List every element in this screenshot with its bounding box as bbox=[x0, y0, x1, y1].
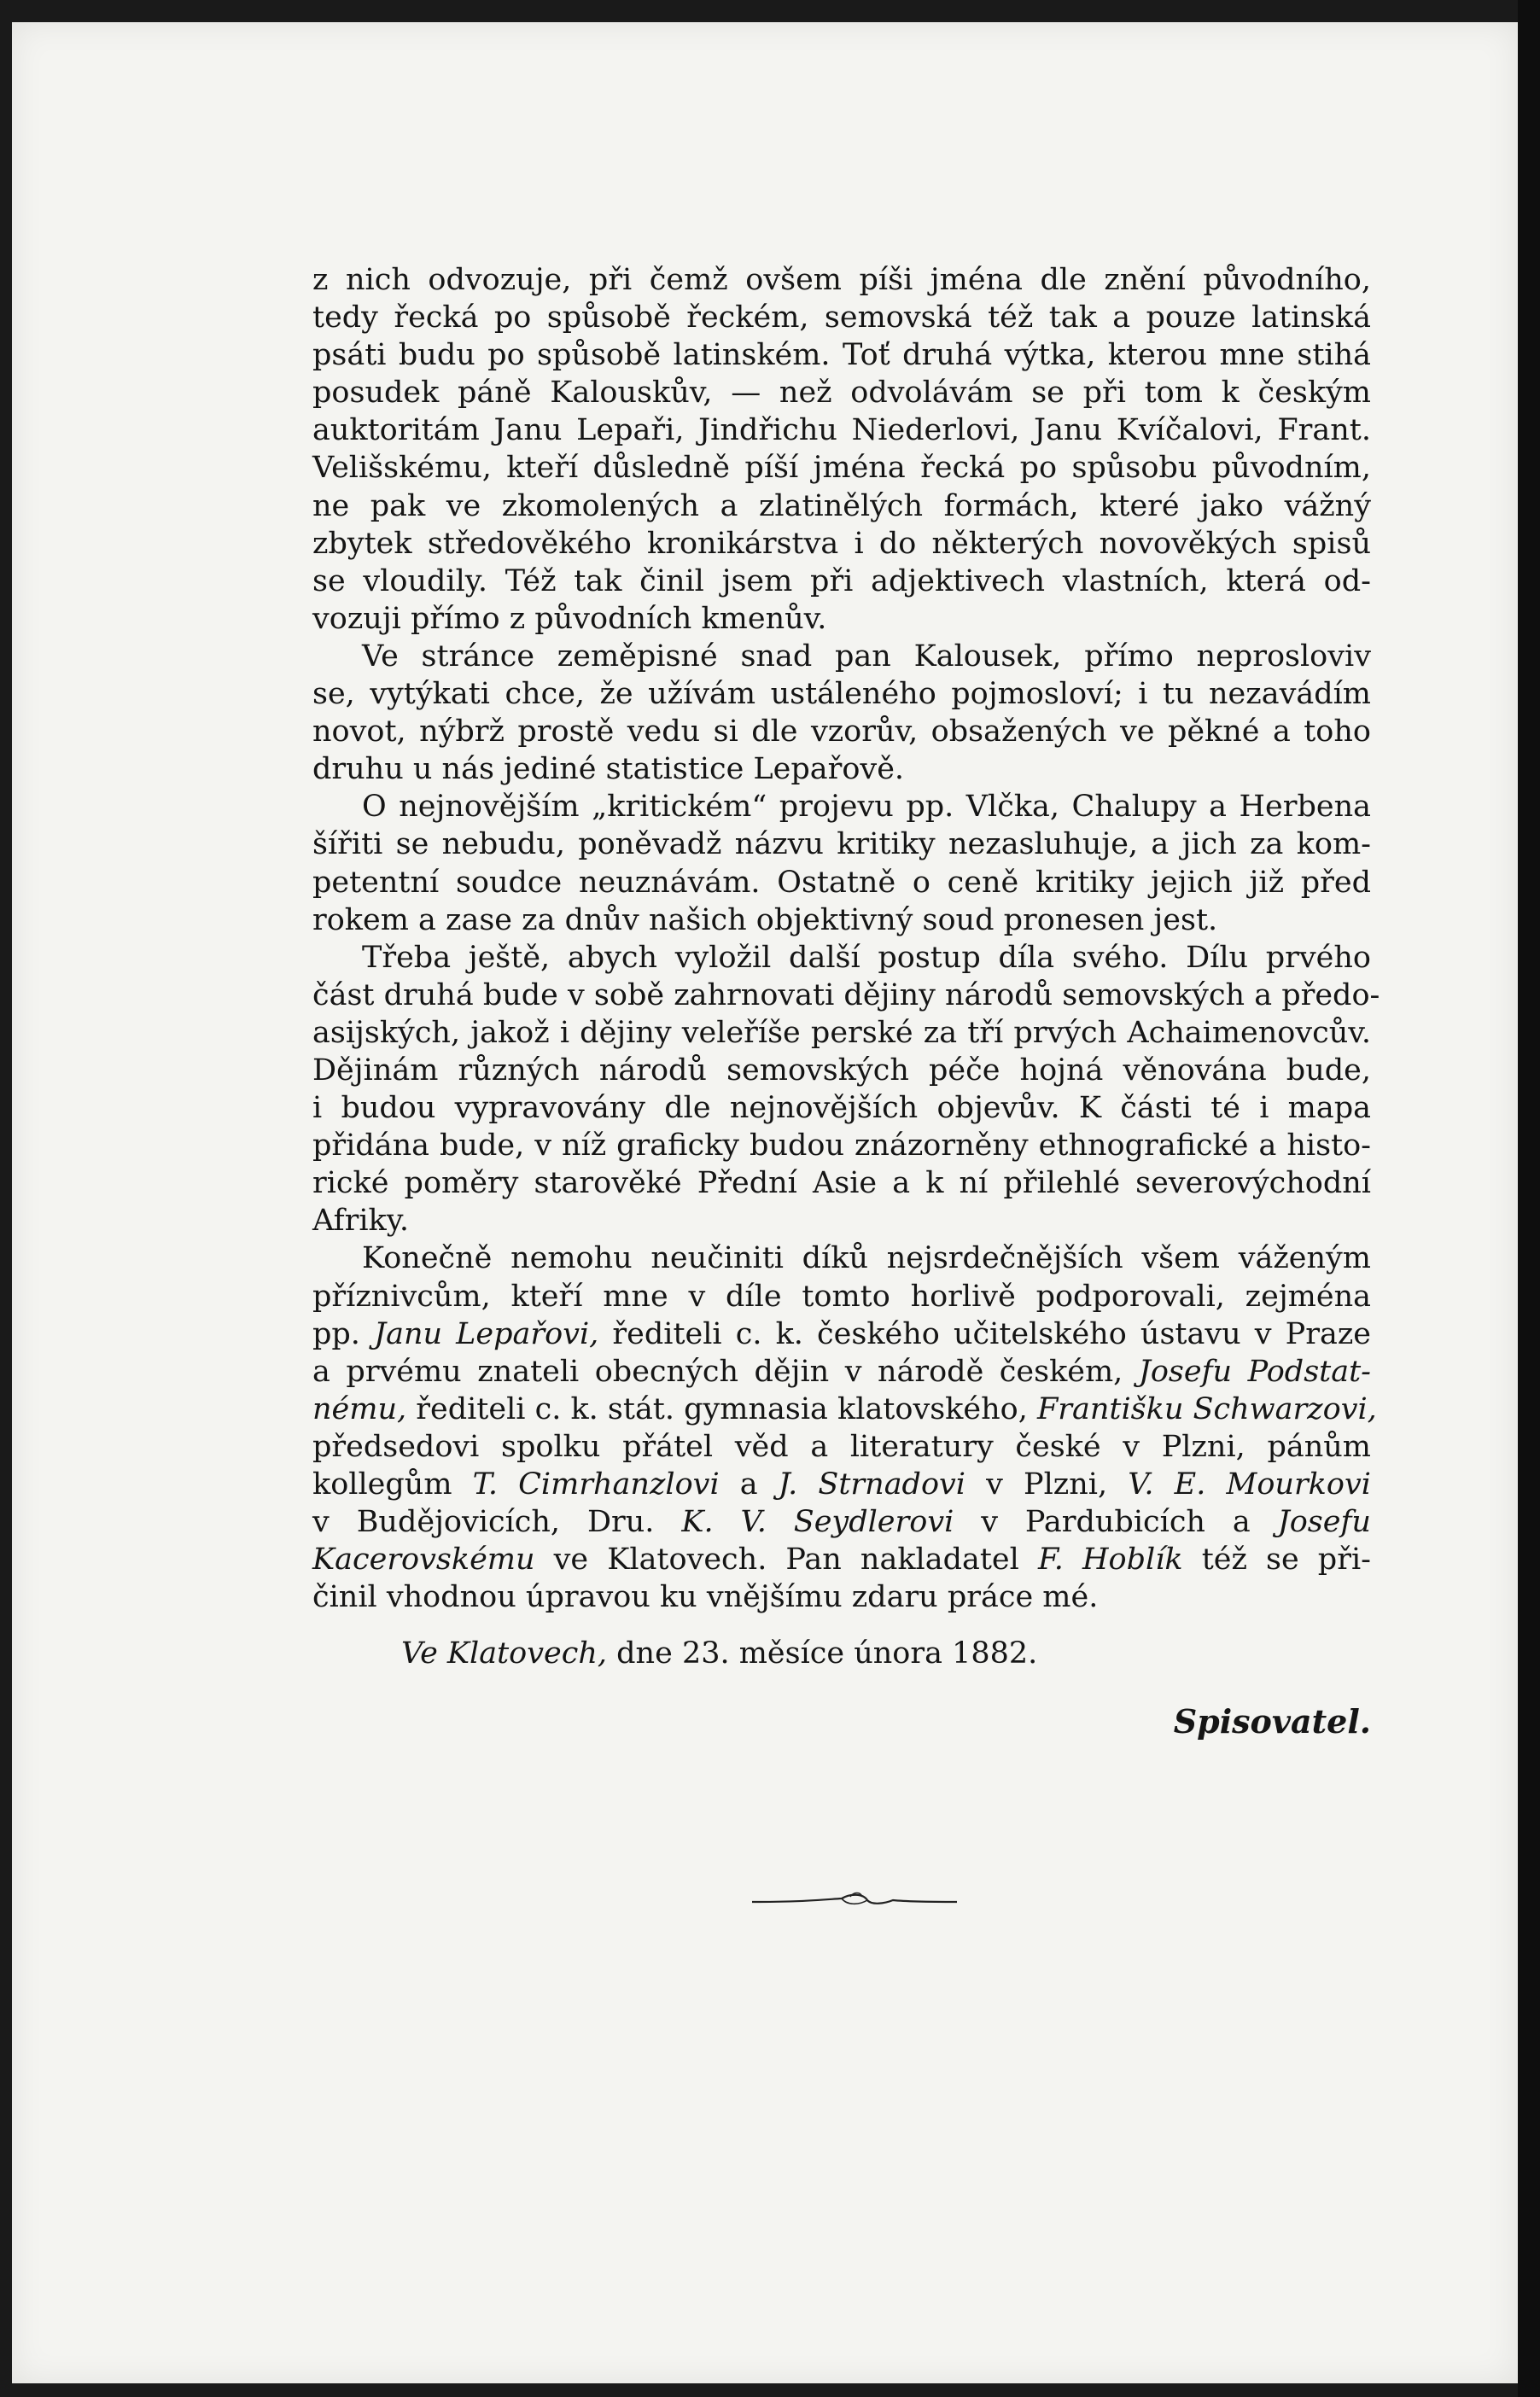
text-line: druhu u nás jediné statistice Lepařově. bbox=[312, 752, 905, 787]
person-name: T. Cimrhanzlovi bbox=[472, 1467, 720, 1502]
text-line: činil vhodnou úpravou ku vnějšímu zdaru práce mé. bbox=[312, 1580, 1099, 1615]
text-line: předsedovi spolku přátel věd a literatury české v Plzni, pánům bbox=[312, 1429, 1371, 1464]
text-line: posudek páně Kalouskův, — než odvolávám se při tom k českým bbox=[312, 376, 1371, 411]
text-line bbox=[312, 1353, 1371, 1391]
text-fragment: a prvému znateli obecných dějin v národě českém, bbox=[312, 1354, 1123, 1389]
text-line: Afriky. bbox=[312, 1204, 409, 1239]
text-line: z nich odvozuje, při čemž ovšem píši jména dle znění původního, bbox=[312, 263, 1371, 297]
text-line: novot, nýbrž prostě vedu si dle vzorův, obsažených ve pěkné a toho bbox=[312, 714, 1371, 749]
text-line bbox=[312, 1391, 1377, 1428]
text-line: asijských, jakož i dějiny veleříše perské za tří prvých Achaimenovcův. bbox=[312, 1015, 1371, 1050]
text-line: rokem a zase za dnův našich objektivný soud pronesen jest. bbox=[312, 902, 1218, 937]
text-line: i budou vypravovány dle nejnovějších objevův. K části té i mapa bbox=[312, 1091, 1371, 1126]
paragraph-start: Konečně nemohu neučiniti díků nejsrdečnějších všem váženým bbox=[362, 1241, 1371, 1276]
body-text bbox=[312, 261, 1380, 1741]
text-line: rické poměry starověké Přední Asie a k ní přilehlé severovýchodní bbox=[312, 1166, 1371, 1201]
text-line: příznivcům, kteří mne v díle tomto horlivě podporovali, zejména bbox=[312, 1279, 1371, 1314]
ornament-divider bbox=[748, 1883, 961, 1917]
text-line: šířiti se nebudu, poněvadž názvu kritiky nezasluhuje, a jich za kom- bbox=[312, 827, 1371, 862]
person-name: Janu Lepařovi, bbox=[374, 1316, 599, 1351]
dateline bbox=[312, 1635, 1371, 1672]
text-line: se vloudily. Též tak činil jsem při adjektivech vlastních, která od- bbox=[312, 563, 1371, 598]
text-line: ne pak ve zkomolených a zlatinělých formách, které jako vážný bbox=[312, 488, 1371, 523]
person-name: F. Hoblík bbox=[1037, 1543, 1183, 1578]
text-fragment: též se při- bbox=[1201, 1543, 1371, 1578]
text-line: část druhá bude v sobě zahrnovati dějiny národů semovských a předo- bbox=[312, 977, 1380, 1012]
text-fragment: pp. bbox=[312, 1316, 360, 1351]
text-line bbox=[312, 1503, 1371, 1541]
text-fragment: řediteli c. k. stát. gymnasia klatovského, bbox=[416, 1391, 1028, 1426]
text-line: Velišskému, kteří důsledně píší jména řecká po spůsobu původním, bbox=[312, 451, 1371, 486]
person-name: nému, bbox=[312, 1391, 407, 1426]
text-line: zbytek středověkého kronikárstva i do některých novověkých spisů bbox=[312, 526, 1371, 561]
text-line: se, vytýkati chce, že užívám ustáleného pojmosloví; i tu nezavádím bbox=[312, 677, 1371, 712]
text-line: tedy řecká po spůsobě řeckém, semovská též tak a pouze latinská bbox=[312, 300, 1371, 335]
paragraph-start: Třeba ještě, abych vyložil další postup díla svého. Dílu prvého bbox=[362, 940, 1371, 975]
text-fragment: v Pardubicích a bbox=[981, 1505, 1251, 1540]
person-name: Josefu bbox=[1277, 1505, 1371, 1540]
person-name: V. E. Mourkovi bbox=[1128, 1467, 1371, 1502]
text-fragment: a bbox=[739, 1467, 758, 1502]
person-name: Františku Schwarzovi, bbox=[1036, 1391, 1377, 1426]
person-name: J. Strnadovi bbox=[778, 1467, 965, 1502]
paragraph-start: Ve stránce zeměpisné snad pan Kalousek, přímo neprosloviv bbox=[362, 639, 1371, 674]
text-fragment: v Budějovicích, Dru. bbox=[312, 1505, 655, 1540]
person-name: K. V. Seydlerovi bbox=[681, 1505, 954, 1540]
paragraph-start: O nejnovějším „kritickém“ projevu pp. Vlčka, Chalupy a Herbena bbox=[362, 790, 1371, 825]
text-line: přidána bude, v níž graficky budou znázorněny ethnografické a histo- bbox=[312, 1129, 1371, 1164]
text-line bbox=[312, 1315, 1371, 1353]
text-fragment: kollegům bbox=[312, 1467, 452, 1502]
person-name: Josefu Podstat- bbox=[1138, 1354, 1371, 1389]
signature: Spisovatel. bbox=[1173, 1702, 1371, 1741]
document-page bbox=[12, 22, 1518, 2383]
date-text: dne 23. měsíce února 1882. bbox=[616, 1636, 1038, 1671]
text-fragment: řediteli c. k. českého učitelského ústavu v Praze bbox=[612, 1316, 1371, 1351]
text-line bbox=[312, 1541, 1371, 1578]
place-name: Ve Klatovech, bbox=[401, 1636, 608, 1671]
text-fragment: v Plzni, bbox=[986, 1467, 1108, 1502]
text-line: Dějinám různých národů semovských péče hojná věnována bude, bbox=[312, 1053, 1371, 1088]
scan-border bbox=[1518, 0, 1540, 2397]
person-name: Kacerovskému bbox=[312, 1543, 535, 1578]
text-line: auktoritám Janu Lepaři, Jindřichu Niederlovi, Janu Kvíčalovi, Frant. bbox=[312, 413, 1371, 448]
text-line: psáti budu po spůsobě latinském. Toť druhá výtka, kterou mne stihá bbox=[312, 338, 1371, 373]
text-line bbox=[312, 1466, 1371, 1503]
text-fragment: ve Klatovech. Pan nakladatel bbox=[553, 1543, 1019, 1578]
text-line: vozuji přímo z původních kmenův. bbox=[312, 601, 827, 636]
text-line: petentní soudce neuznávám. Ostatně o ceně kritiky jejich již před bbox=[312, 865, 1371, 900]
